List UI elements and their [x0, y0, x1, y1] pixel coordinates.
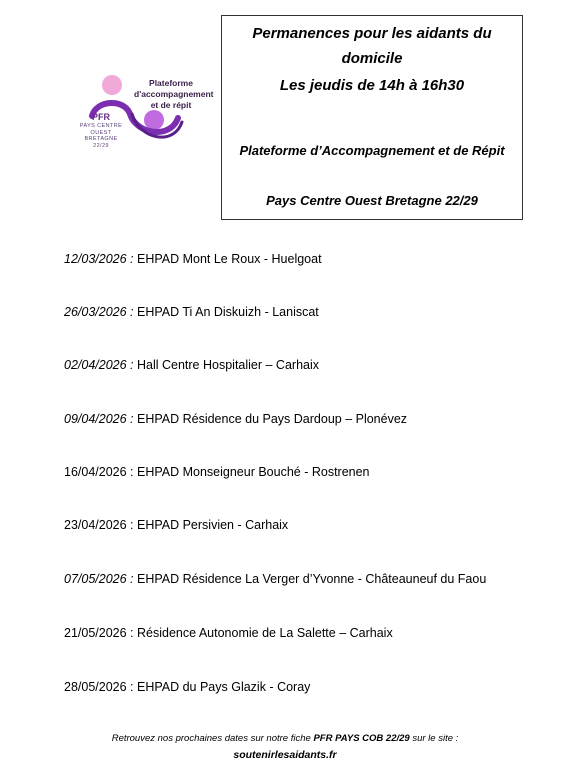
schedule-place: EHPAD Ti An Diskuizh - Laniscat — [136, 305, 319, 319]
info-time: Les jeudis de 14h à 16h30 — [279, 77, 465, 94]
logo-pfr-text: PFR — [92, 112, 110, 122]
schedule-date: 09/04/2026 — [64, 412, 127, 426]
schedule-date: 02/04/2026 — [64, 358, 127, 372]
schedule-separator: : — [126, 680, 137, 694]
pfr-logo — [78, 70, 214, 180]
schedule-item — [64, 626, 393, 640]
footer-site-link[interactable]: soutenirlesaidants.fr — [233, 749, 337, 761]
schedule-date: 21/05/2026 — [64, 626, 127, 640]
info-title: Permanences pour les aidants du domicile — [252, 25, 492, 67]
schedule-item — [64, 518, 288, 532]
info-region: Pays Centre Ouest Bretagne 22/29 — [266, 193, 478, 208]
logo-sub-line: 22/29 — [93, 142, 109, 149]
logo-title: Plateforme d'accompagnement et de répit — [134, 78, 214, 110]
schedule-date: 28/05/2026 — [64, 680, 127, 694]
schedule-date: 12/03/2026 — [64, 252, 127, 266]
logo-violet-circle — [144, 110, 164, 130]
schedule-separator: : — [126, 572, 137, 586]
schedule-place: EHPAD Résidence du Pays Dardoup – Plonévez — [136, 412, 408, 426]
schedule-place: EHPAD Monseigneur Bouché - Rostrenen — [136, 465, 370, 479]
logo-pink-circle — [102, 75, 122, 95]
schedule-place: EHPAD Mont Le Roux - Huelgoat — [136, 252, 322, 266]
schedule-separator: : — [126, 358, 137, 372]
schedule-place: Hall Centre Hospitalier – Carhaix — [136, 358, 320, 372]
schedule-date: 23/04/2026 — [64, 518, 127, 532]
logo-sub-line: OUEST — [90, 129, 112, 136]
schedule-place: EHPAD Persivien - Carhaix — [136, 518, 289, 532]
logo-region-text — [78, 123, 124, 149]
schedule-separator: : — [126, 412, 137, 426]
footer-suffix: sur le site : — [409, 733, 459, 744]
logo-sub-line: PAYS CENTRE — [79, 123, 123, 129]
schedule-item — [64, 465, 370, 479]
footer-note — [0, 730, 570, 764]
schedule-date: 16/04/2026 — [64, 465, 127, 479]
schedule-date: 26/03/2026 — [64, 305, 127, 319]
schedule-separator: : — [126, 626, 137, 640]
footer-bold: PFR PAYS COB 22/29 — [313, 733, 410, 744]
schedule-separator: : — [126, 305, 137, 319]
schedule-item — [64, 412, 407, 426]
permanence-info-box — [221, 15, 523, 220]
schedule-date: 07/05/2026 — [64, 572, 127, 586]
schedule-item — [64, 358, 319, 372]
footer-prefix: Retrouvez nos prochaines dates sur notre fiche — [111, 733, 314, 744]
logo-sub-line: BRETAGNE — [84, 136, 118, 142]
schedule-separator: : — [126, 465, 137, 479]
schedule-item — [64, 252, 322, 266]
schedule-item — [64, 305, 319, 319]
schedule-item — [64, 680, 310, 694]
schedule-separator: : — [126, 252, 137, 266]
schedule-separator: : — [126, 518, 137, 532]
schedule-item — [64, 572, 486, 586]
schedule-place: Résidence Autonomie de La Salette – Carhaix — [136, 626, 393, 640]
schedule-place: EHPAD Résidence La Verger d’Yvonne - Châteauneuf du Faou — [136, 572, 487, 586]
info-organization: Plateforme d’Accompagnement et de Répit — [239, 143, 505, 158]
schedule-place: EHPAD du Pays Glazik - Coray — [136, 680, 311, 694]
